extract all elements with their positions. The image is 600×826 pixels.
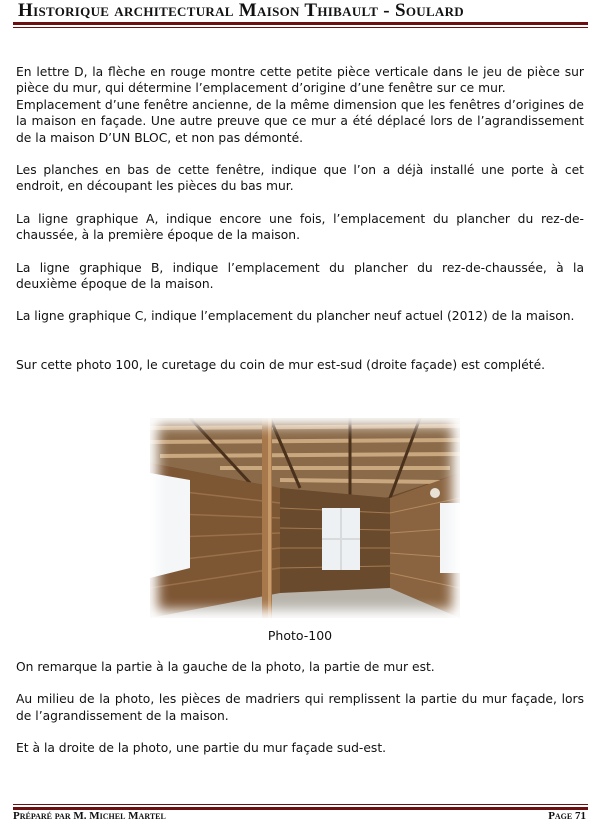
paragraph: La ligne graphique A, indique encore une fois, l’emplacement du plancher du rez-de-chaussée, à la première époque de la maison. [16, 211, 584, 243]
paragraph: En lettre D, la flèche en rouge montre cette petite pièce verticale dans le jeu de pièce sur pièce du mur, qui détermine l’emplacement d’origine d’une fenêtre sur ce mur. [16, 65, 584, 96]
photo-caption: Photo-100 [267, 628, 333, 643]
header-rule-thin [13, 27, 588, 28]
document-title: Historique architectural Maison Thibault - Soulard [18, 0, 464, 21]
author-credit: Préparé par M. Michel Martel [13, 810, 166, 822]
footer-rule-thin [13, 804, 588, 805]
interior-photo-image [150, 418, 460, 618]
paragraph: Emplacement d’une fenêtre ancienne, de la même dimension que les fenêtres d’origines de la maison en façade. Une autre preuve que ce mur a été déplacé lors de l’agrandissement de la maison D’UN BLOC, et non pas démonté. [16, 97, 584, 145]
text-block-bottom [16, 659, 584, 757]
interior-photo [150, 418, 460, 618]
paragraph: Sur cette photo 100, le curetage du coin de mur est-sud (droite façade) est complété. [16, 357, 546, 372]
header-rule-thick [13, 22, 588, 25]
paragraph: Au milieu de la photo, les pièces de madriers qui remplissent la partie du mur façade, lors de l’agrandissement de la maison. [16, 692, 584, 723]
paragraph: On remarque la partie à la gauche de la photo, la partie de mur est. [16, 660, 435, 674]
text-block-top [16, 64, 584, 373]
paragraph: La ligne graphique C, indique l’emplacement du plancher neuf actuel (2012) de la maison. [16, 309, 575, 324]
paragraph: Et à la droite de la photo, une partie du mur façade sud-est. [16, 741, 387, 756]
paragraph: Les planches en bas de cette fenêtre, indique que l’on a déjà installé une porte à cet endroit, en découpant les pièces du bas mur. [16, 163, 584, 194]
page-number: Page 71 [548, 810, 586, 822]
paragraph: La ligne graphique B, indique l’emplacement du plancher du rez-de-chaussée, à la deuxième époque de la maison. [16, 260, 584, 292]
